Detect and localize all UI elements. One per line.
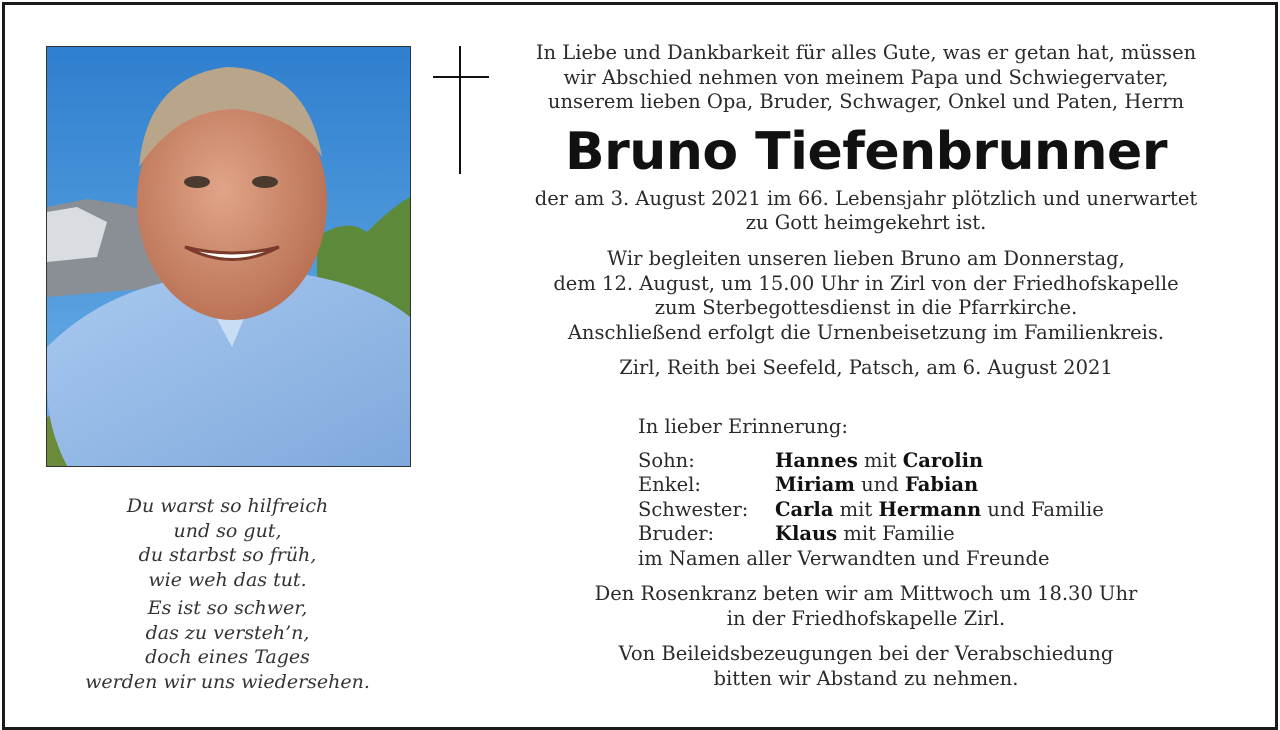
poem-line: werden wir uns wiedersehen.	[85, 670, 370, 693]
portrait-photo	[46, 46, 411, 467]
condolence-line: bitten wir Abstand zu nehmen.	[713, 666, 1019, 690]
poem-stanza	[46, 494, 409, 592]
funeral-line: Wir begleiten unseren lieben Bruno am Donnerstag,	[607, 246, 1125, 270]
rosary-line: in der Friedhofskapelle Zirl.	[726, 606, 1006, 630]
condolence-line: Von Beileidsbezeugungen bei der Verabschiedung	[618, 642, 1114, 666]
relative-row	[638, 522, 1198, 547]
funeral-line: dem 12. August, um 15.00 Uhr in Zirl von der Friedhofskapelle	[553, 271, 1179, 295]
poem-line: wie weh das tut.	[148, 568, 307, 591]
relative-role: Enkel:	[638, 473, 701, 497]
cross-symbol	[433, 46, 489, 174]
relative-role: Sohn:	[638, 448, 695, 472]
intro-line: wir Abschied nehmen von meinem Papa und Schwiegervater,	[563, 65, 1169, 89]
relative-row	[638, 449, 1198, 474]
funeral-line: zum Sterbegottesdienst in die Pfarrkirche.	[654, 296, 1078, 320]
deceased-name: Bruno Tiefenbrunner	[565, 121, 1167, 182]
relative-role: Schwester:	[638, 497, 749, 521]
poem-line: Es ist so schwer,	[147, 597, 308, 619]
relative-row	[638, 498, 1198, 523]
relative-names: Hannes mit Carolin	[775, 448, 984, 472]
death-notice-line: der am 3. August 2021 im 66. Lebensjahr plötzlich und unerwartet	[534, 186, 1198, 210]
obituary-main-text	[530, 41, 1202, 381]
relatives-footer: im Namen aller Verwandten und Freunde	[638, 546, 1050, 570]
memorial-poem	[46, 494, 409, 694]
poem-line: du starbst so früh,	[138, 544, 317, 566]
poem-line: das zu versteh’n,	[145, 621, 310, 644]
intro-line: In Liebe und Dankbarkeit für alles Gute, was er getan hat, müssen	[535, 41, 1197, 64]
relative-role: Bruder:	[638, 522, 715, 546]
poem-line: und so gut,	[173, 519, 282, 542]
poem-stanza	[46, 596, 409, 694]
rosary-line: Den Rosenkranz beten wir am Mittwoch um 18.30 Uhr	[594, 582, 1138, 605]
death-notice-line: zu Gott heimgekehrt ist.	[745, 211, 987, 235]
relative-names: Carla mit Hermann und Familie	[775, 497, 1104, 521]
funeral-line: Anschließend erfolgt die Urnenbeisetzung im Familienkreis.	[567, 320, 1165, 344]
poem-line: doch eines Tages	[145, 646, 310, 668]
relative-names: Miriam und Fabian	[775, 473, 979, 497]
intro-line: unserem lieben Opa, Bruder, Schwager, Onkel und Paten, Herrn	[547, 90, 1185, 114]
relative-names: Klaus mit Familie	[775, 522, 955, 546]
remembrance-title: In lieber Erinnerung:	[638, 415, 848, 438]
place-date: Zirl, Reith bei Seefeld, Patsch, am 6. August 2021	[619, 356, 1113, 380]
relatives-list	[638, 415, 1198, 572]
obituary-closing	[530, 582, 1202, 691]
relative-row	[638, 473, 1198, 498]
poem-line: Du warst so hilfreich	[126, 495, 329, 517]
